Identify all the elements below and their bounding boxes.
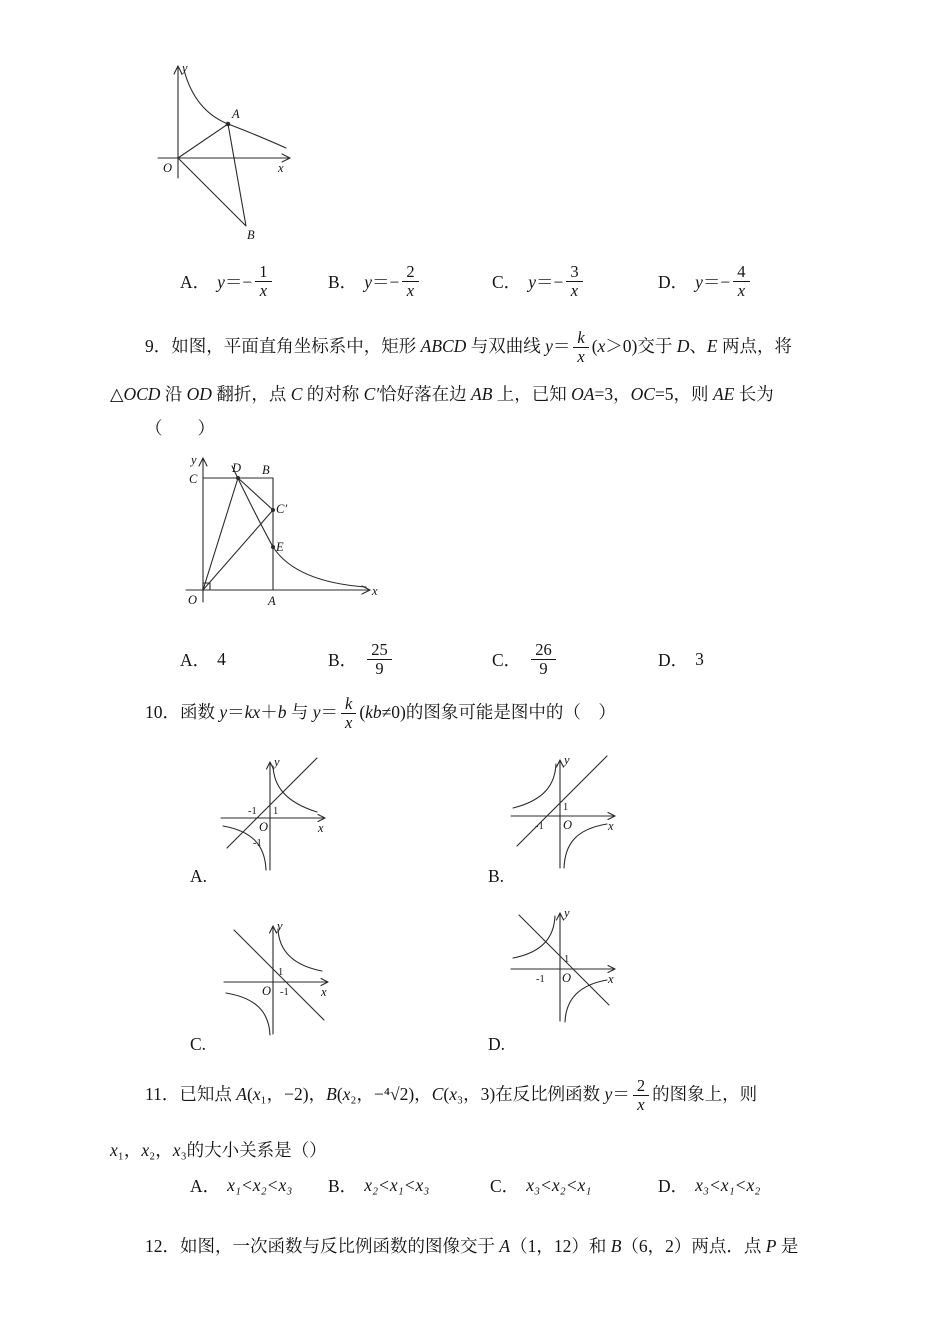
q9-label-cprime: C′ [276, 502, 288, 516]
option-label: C． [492, 649, 522, 670]
panel-line-graph [227, 758, 317, 848]
q11-text-line2: x₁，x₂，x₃的大小关系是（） [110, 1140, 327, 1161]
panel-axes [511, 913, 615, 1021]
panel-hyperbola-branch-1 [278, 929, 322, 971]
fraction-denominator: x [566, 281, 582, 300]
q9-figure [168, 450, 383, 620]
fraction-denominator: x [341, 713, 356, 732]
fraction [402, 263, 418, 300]
q9-rectangle-oabc [203, 478, 273, 590]
option-formula-lead: y＝− [695, 271, 731, 292]
option-expression: x₃<x₁<x₂ [695, 1174, 761, 1195]
panel-label-x: x [608, 819, 614, 833]
q9-point-cprime-dot [271, 508, 275, 512]
panel-axes [224, 926, 328, 1034]
q9-text-line2: △OCD 沿 OD 翻折，点 C 的对称 C′恰好落在边 AB 上，已知 OA=3，OC=5，则 AE 长为 [110, 384, 774, 405]
panel-tick-1: 1 [273, 806, 279, 817]
fraction [633, 1077, 649, 1114]
fraction-numerator: 2 [406, 261, 415, 281]
option-expression: x₃<x₂<x₁ [526, 1174, 592, 1195]
option-formula-lead: y＝− [528, 271, 564, 292]
fraction-denominator: 9 [367, 659, 392, 678]
q9-label-x: x [372, 584, 378, 598]
q8-label-a: A [232, 107, 240, 121]
q9-text-pre: 9．如图，平面直角坐标系中，矩形 ABCD 与双曲线 y＝ [145, 336, 571, 357]
fraction [733, 263, 749, 300]
q9-axes [186, 458, 370, 602]
q9-label-d: D [232, 461, 242, 475]
fraction-numerator: 2 [636, 1075, 646, 1095]
q9-text-condition: (x＞0) [591, 336, 638, 357]
panel-tick-neg1: -1 [280, 987, 289, 998]
q9-text-post: 交于 D、E 两点，将 [637, 336, 792, 357]
fraction-denominator: x [733, 281, 749, 300]
option-label: B． [328, 271, 358, 292]
q8-triangle-oab [178, 124, 246, 226]
question-11-line-2 [110, 1136, 327, 1166]
q9-label-c: C [189, 472, 198, 486]
q9-option-a [180, 636, 226, 682]
option-value: 3 [695, 648, 704, 669]
q11-option-b [328, 1168, 429, 1202]
q11-option-c [490, 1168, 591, 1202]
panel-hyperbola-branch-2 [565, 980, 607, 1022]
panel-tick-1: 1 [564, 954, 570, 965]
q10-text-condition: (kb≠0) [359, 702, 406, 723]
panel-letter: A. [190, 866, 208, 886]
option-label: C． [490, 1175, 520, 1196]
q10-panel-d-label [488, 1034, 505, 1055]
panel-tick-1: 1 [278, 967, 284, 978]
panel-hyperbola-branch-1 [513, 916, 555, 958]
q8-figure [148, 58, 308, 243]
panel-line-graph [517, 756, 607, 846]
q8-option-d [658, 258, 753, 304]
q10-text-post: 的图象可能是图中的（ ） [405, 702, 616, 723]
question-11-line-1 [145, 1072, 757, 1118]
fraction-denominator: 9 [531, 659, 556, 678]
panel-hyperbola-branch-1 [273, 766, 317, 812]
option-label: A． [180, 649, 211, 670]
option-formula-lead: y＝− [217, 271, 253, 292]
q8-option-c [492, 258, 586, 304]
panel-tick-neg1: -1 [535, 821, 544, 832]
q12-text: 12．如图，一次函数与反比例函数的图像交于 A（1，12）和 B（6，2）两点．点 P 是 [145, 1236, 799, 1257]
option-label: B． [328, 1175, 358, 1196]
panel-hyperbola-branch-1 [513, 764, 556, 808]
q11-text-post: 的图象上，则 [652, 1084, 758, 1105]
panel-axes [511, 760, 615, 868]
panel-label-o: O [262, 984, 272, 998]
q10-panel-c-figure [218, 916, 336, 1040]
fraction-denominator: x [402, 281, 418, 300]
q10-panel-a-figure [215, 752, 333, 876]
panel-label-y: y [277, 919, 283, 933]
panel-label-o: O [562, 971, 572, 985]
question-9-line-2 [110, 380, 774, 410]
q10-panel-c-label [190, 1034, 206, 1055]
q9-fold-lines [203, 478, 273, 590]
q9-point-d-dot [236, 476, 240, 480]
q9-label-e: E [276, 540, 284, 554]
question-10-line [145, 690, 616, 736]
option-label: A． [180, 271, 211, 292]
fraction-numerator: 26 [535, 639, 552, 659]
panel-tick-neg1b: -1 [253, 838, 262, 849]
q10-panel-b-label [488, 866, 504, 887]
q9-answer-blank: （ ） [145, 418, 215, 439]
panel-label-y: y [274, 755, 280, 769]
fraction [573, 329, 588, 366]
q8-label-x: x [278, 161, 284, 175]
panel-tick-1: 1 [563, 802, 569, 813]
fraction-numerator: 3 [570, 261, 579, 281]
q8-label-o: O [163, 161, 173, 175]
fraction-numerator: k [344, 693, 353, 713]
panel-label-x: x [321, 985, 327, 999]
q8-point-a-dot [226, 122, 231, 127]
option-expression: x₁<x₂<x₃ [227, 1174, 293, 1195]
option-formula-lead: y＝− [364, 271, 400, 292]
option-label: B． [328, 649, 358, 670]
option-label: D． [658, 649, 689, 670]
fraction [566, 263, 582, 300]
q8-option-b [328, 258, 422, 304]
panel-tick-neg1: -1 [536, 974, 545, 985]
panel-label-x: x [318, 821, 324, 835]
q9-option-b [328, 636, 395, 682]
panel-label-o: O [563, 818, 573, 832]
fraction [341, 695, 356, 732]
fraction [531, 641, 556, 678]
q11-text-pre: 11．已知点 A(x₁，−2)，B(x₂，−⁴√2)，C(x₃，3)在反比例函数 y＝ [145, 1084, 630, 1105]
panel-label-x: x [608, 972, 614, 986]
fraction [367, 641, 392, 678]
fraction-numerator: k [577, 327, 585, 347]
q8-label-y: y [182, 61, 188, 75]
option-label: D． [658, 271, 689, 292]
panel-tick-neg1: -1 [248, 806, 257, 817]
fraction-numerator: 25 [371, 639, 388, 659]
panel-label-o: O [259, 820, 269, 834]
option-value: 4 [217, 648, 226, 669]
panel-letter: B. [488, 866, 505, 886]
fraction-denominator: x [255, 281, 271, 300]
option-label: D． [658, 1175, 689, 1196]
fraction [255, 263, 271, 300]
option-expression: x₂<x₁<x₃ [364, 1174, 430, 1195]
option-label: C． [492, 271, 522, 292]
q8-label-b: B [247, 228, 255, 242]
fraction-numerator: 1 [259, 261, 268, 281]
fraction-numerator: 4 [737, 261, 746, 281]
panel-label-y: y [564, 753, 570, 767]
q11-option-a [190, 1168, 292, 1202]
fraction-denominator: x [573, 347, 588, 366]
panel-label-y: y [564, 906, 570, 920]
q8-option-a [180, 258, 275, 304]
q9-option-c [492, 636, 559, 682]
q9-label-o: O [188, 593, 198, 607]
q11-option-d [658, 1168, 760, 1202]
q10-text-pre: 10．函数 y＝kx＋b 与 y＝ [145, 702, 338, 723]
question-9-line-3 [145, 414, 215, 444]
q10-panel-d-figure [505, 903, 623, 1027]
q9-label-y: y [191, 453, 197, 467]
q9-option-d [658, 636, 704, 682]
q9-point-e-dot [271, 545, 275, 549]
q10-panel-a-label [190, 866, 207, 887]
option-label: A． [190, 1175, 221, 1196]
panel-letter: C. [190, 1034, 207, 1054]
q9-label-b: B [262, 463, 270, 477]
q9-label-a: A [268, 594, 276, 608]
question-9-line-1 [145, 324, 792, 370]
panel-hyperbola-branch-2 [226, 993, 270, 1035]
question-12-line [145, 1232, 798, 1262]
panel-letter: D. [488, 1034, 506, 1054]
q9-hyperbola-curve [232, 466, 366, 587]
q10-panel-b-figure [505, 750, 623, 874]
fraction-denominator: x [633, 1095, 649, 1114]
